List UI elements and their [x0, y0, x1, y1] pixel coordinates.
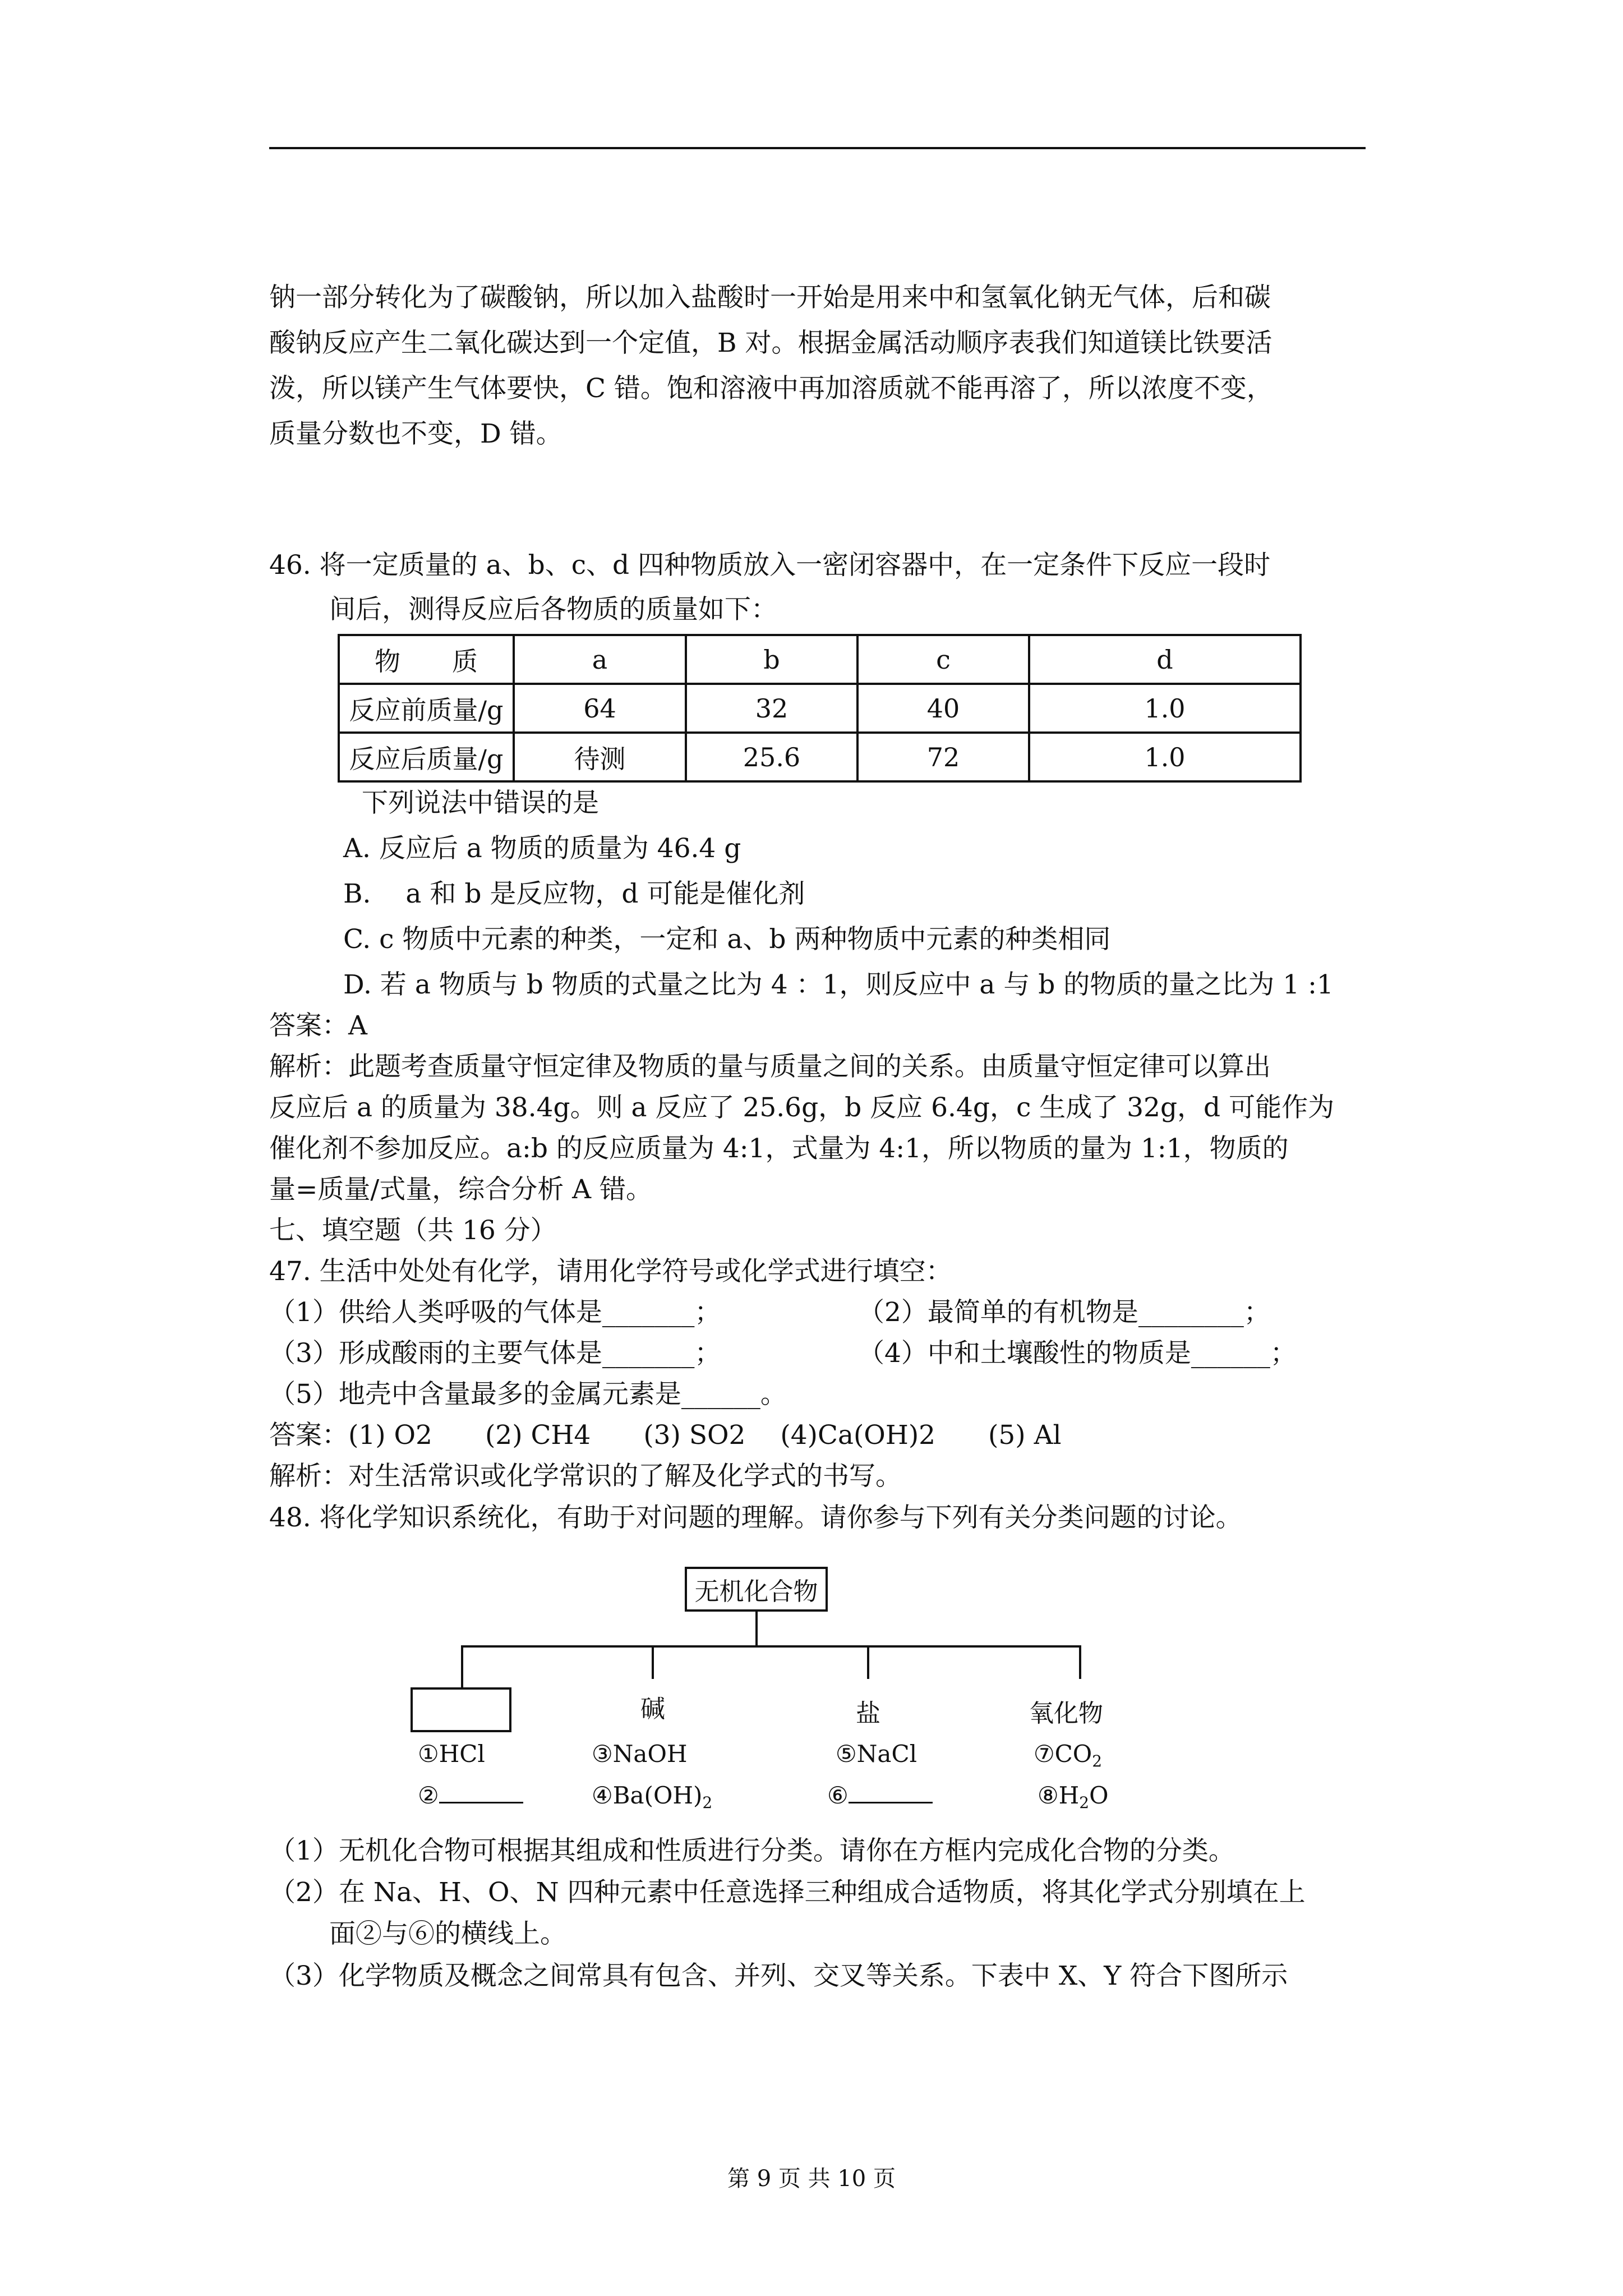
mass-table	[338, 634, 1302, 783]
table-cell: 64	[514, 684, 686, 733]
page-footer: 第 9 页 共 10 页	[727, 2166, 896, 2192]
blank-line[interactable]	[849, 1785, 933, 1803]
q46-option-a: A. 反应后 a 物质的质量为 46.4 g	[343, 833, 741, 864]
table-header-cell: c	[857, 635, 1029, 684]
table-cell: 25.6	[686, 733, 857, 781]
blank-label: ⑥	[827, 1782, 849, 1809]
formula-main: ⑦CO	[1034, 1740, 1092, 1768]
q48-sub-3: （3）化学物质及概念之间常具有包含、并列、交叉等关系。下表中 X、Y 符合下图所示	[269, 1961, 1288, 1991]
table-header-row	[339, 635, 1301, 684]
blank-line[interactable]	[439, 1785, 523, 1803]
paragraph-line-2: 酸钠反应产生二氧化碳达到一个定值，B 对。根据金属活动顺序表我们知道镁比铁要活	[269, 328, 1272, 358]
formula-subscript: 2	[1079, 1793, 1090, 1812]
q46-stem-line-1: 46. 将一定质量的 a、b、c、d 四种物质放入一密闭容器中，在一定条件下反应一段时	[269, 550, 1271, 581]
q46-analysis-line-2: 反应后 a 的质量为 38.4g。则 a 反应了 25.6g，b 反应 6.4g，c 生成了 32g，d 可能作为	[269, 1092, 1335, 1123]
example-blank-6	[827, 1784, 933, 1807]
q48-sub-2b: 面②与⑥的横线上。	[329, 1918, 566, 1949]
example-blank-2	[418, 1784, 523, 1807]
formula-main: ⑧H	[1038, 1782, 1080, 1809]
table-cell: 反应后质量/g	[339, 733, 514, 781]
q48-sub-1: （1）无机化合物可根据其组成和性质进行分类。请你在方框内完成化合物的分类。	[269, 1835, 1235, 1866]
q46-analysis-line-4: 量=质量/式量，综合分析 A 错。	[269, 1174, 653, 1205]
tree-leg-4	[1079, 1645, 1081, 1679]
q46-answer: 答案：A	[269, 1010, 367, 1041]
paragraph-line-1: 钠一部分转化为了碳酸钠，所以加入盐酸时一开始是用来中和氢氧化钠无气体，后和碳	[269, 282, 1271, 313]
tree-root-connector	[755, 1612, 758, 1645]
table-cell: 32	[686, 684, 857, 733]
category-base: 碱	[640, 1695, 665, 1723]
category-salt: 盐	[856, 1699, 880, 1728]
header-rule	[269, 147, 1366, 149]
section-heading: 七、填空题（共 16 分）	[269, 1215, 557, 1246]
table-cell: 1.0	[1029, 684, 1301, 733]
example-h2o	[1038, 1784, 1109, 1811]
q47-analysis: 解析：对生活常识或化学常识的了解及化学式的书写。	[269, 1461, 902, 1492]
q47-item-2: （2）最简单的有机物是________；	[858, 1297, 1270, 1328]
q46-option-c: C. c 物质中元素的种类，一定和 a、b 两种物质中元素的种类相同	[343, 924, 1111, 955]
q46-question: 下列说法中错误的是	[362, 788, 599, 818]
q47-answer: 答案：(1) O2 (2) CH4 (3) SO2 (4)Ca(OH)2 (5) Al	[269, 1420, 1062, 1451]
example-nacl: ⑤NaCl	[836, 1740, 917, 1768]
tree-leg-3	[867, 1645, 869, 1679]
table-header-cell: b	[686, 635, 857, 684]
q46-option-d: D. 若 a 物质与 b 物质的式量之比为 4 ：1，则反应中 a 与 b 的物质的量之比为 1 :1	[343, 969, 1334, 1000]
tree-branch-line	[461, 1645, 1080, 1648]
example-hcl: ①HCl	[418, 1740, 485, 1768]
tree-leg-1	[461, 1645, 463, 1687]
q46-analysis-line-1: 解析：此题考查质量守恒定律及物质的量与质量之间的关系。由质量守恒定律可以算出	[269, 1051, 1271, 1082]
q47-item-3: （3）形成酸雨的主要气体是_______；	[269, 1338, 721, 1369]
table-cell: 40	[857, 684, 1029, 733]
q46-stem-line-2: 间后，测得反应后各物质的质量如下：	[329, 594, 777, 625]
example-naoh: ③NaOH	[592, 1740, 688, 1768]
example-co2	[1034, 1742, 1102, 1769]
q47-item-5: （5）地壳中含量最多的金属元素是______。	[269, 1379, 787, 1410]
formula-subscript: 2	[702, 1793, 713, 1812]
table-cell: 待测	[514, 733, 686, 781]
formula-subscript: 2	[1092, 1752, 1103, 1770]
q47-item-4: （4）中和土壤酸性的物质是______；	[858, 1338, 1297, 1369]
tree-root-label: 无机化合物	[694, 1577, 818, 1606]
q47-stem: 47. 生活中处处有化学，请用化学符号或化学式进行填空：	[269, 1256, 952, 1287]
q48-sub-2a: （2）在 Na、H、O、N 四种元素中任意选择三种组成合适物质，将其化学式分别填在上	[269, 1877, 1306, 1908]
table-header-cell: d	[1029, 635, 1301, 684]
table-row	[339, 733, 1301, 781]
category-oxide: 氧化物	[1029, 1699, 1103, 1728]
q48-stem: 48. 将化学知识系统化，有助于对问题的理解。请你参与下列有关分类问题的讨论。	[269, 1502, 1242, 1533]
table-cell: 1.0	[1029, 733, 1301, 781]
table-cell: 反应前质量/g	[339, 684, 514, 733]
table-row	[339, 684, 1301, 733]
q47-item-1: （1）供给人类呼吸的气体是_______；	[269, 1297, 721, 1328]
q46-analysis-line-3: 催化剂不参加反应。a:b 的反应质量为 4:1，式量为 4:1，所以物质的量为 1:1，物质的	[269, 1133, 1289, 1164]
example-baoh2	[592, 1784, 712, 1811]
blank-label: ②	[418, 1782, 439, 1809]
tree-root-box	[685, 1567, 828, 1612]
table-header-cell: 物 质	[339, 635, 514, 684]
paragraph-line-4: 质量分数也不变，D 错。	[269, 418, 562, 449]
paragraph-line-3: 泼，所以镁产生气体要快，C 错。饱和溶液中再加溶质就不能再溶了，所以浓度不变，	[269, 373, 1273, 404]
table-cell: 72	[857, 733, 1029, 781]
formula-main: ④Ba(OH)	[592, 1782, 703, 1809]
category-input-box[interactable]	[411, 1687, 511, 1732]
formula-tail: O	[1089, 1782, 1109, 1809]
table-header-cell: a	[514, 635, 686, 684]
tree-leg-2	[652, 1645, 654, 1679]
q46-option-b: B. a 和 b 是反应物，d 可能是催化剂	[343, 878, 805, 909]
